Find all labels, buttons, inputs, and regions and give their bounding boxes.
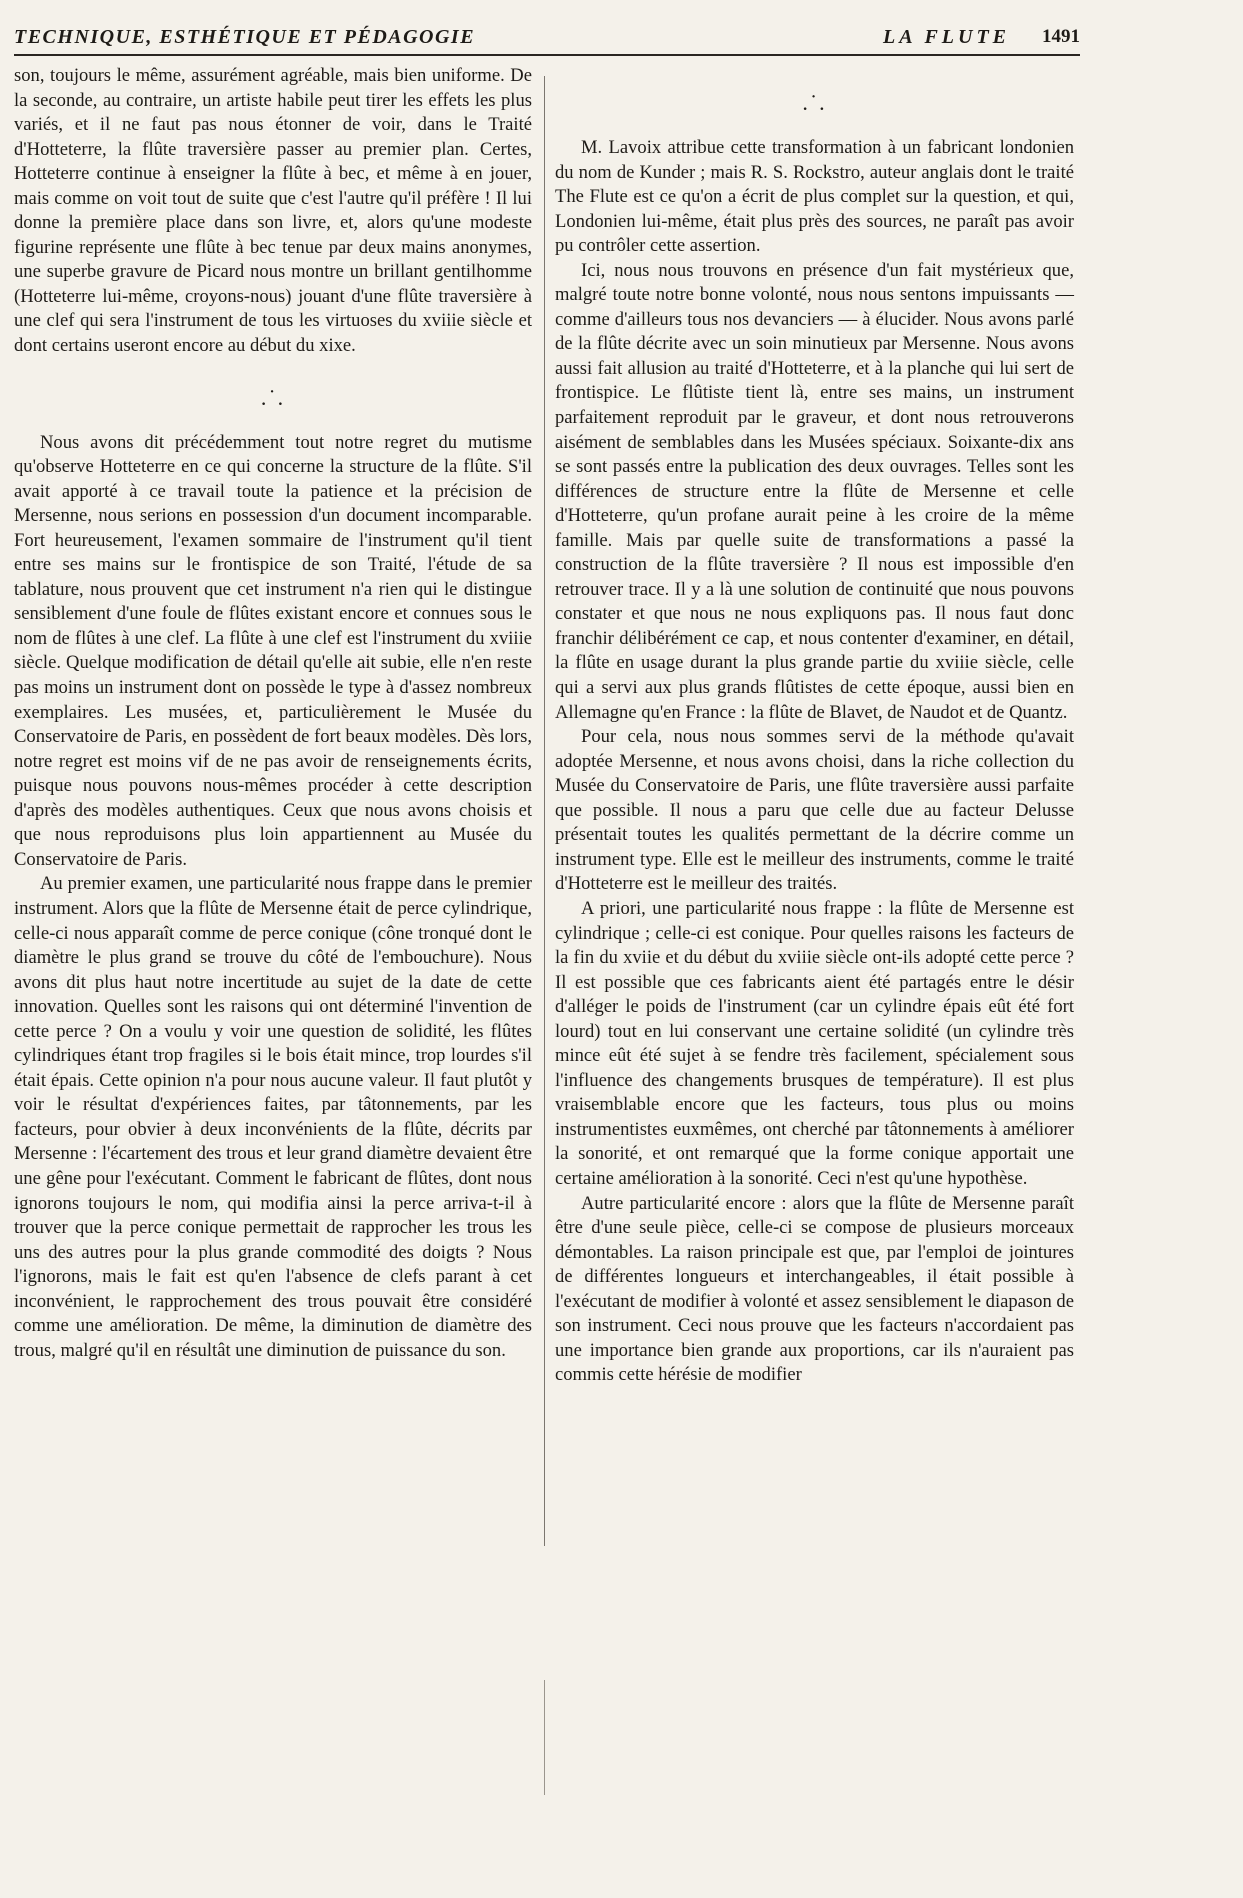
- paragraph: M. Lavoix attribue cette transformation à un fabricant londonien du nom de Kunder ; mais R. S. Rockstro, auteur anglais dont le traité The Flute est ce qu'on a écrit de plus complet sur la question, et qui, Londonien lui-même, était plus près des sources, ne paraît pas avoir pu contrôler cette assertion.: [555, 137, 1074, 257]
- paragraph: Nous avons dit précédemment tout notre regret du mutisme qu'observe Hotteterre en ce qui concerne la structure de la flûte. S'il avait apporté à ce travail toute la patience et la précision de Mersenne, nous serions en possession d'un document incomparable. Fort heureusement, l'examen sommaire de l'instrument qu'il tient entre ses mains sur le frontispice de son Traité, l'étude de sa tablature, nous prouvent que cet instrument n'a rien qui le distingue sensiblement d'une foule de flûtes existant encore et connues sous le nom de flûtes à une clef. La flûte à une clef est l'instrument du xviiie siècle. Quelque modification de détail qu'elle ait subie, elle n'en reste pas moins un instrument dont on possède le type à d'assez nombreux exemplaires. Les musées, et, particulièrement le Musée du Conservatoire de Paris, en possèdent de fort beaux modèles. Dès lors, notre regret est moins vif de ne pas avoir de renseignements écrits, puisque nous pouvons nous-mêmes procéder à cette description d'après des modèles authentiques. Ceux que nous avons choisis et que nous reproduisons plus loin appartiennent au Musée du Conservatoire de Paris.: [14, 431, 532, 870]
- right-column: [555, 64, 1074, 1388]
- paragraph: Autre particularité encore : alors que la flûte de Mersenne paraît être d'une seule pièce, celle-ci se compose de plusieurs morceaux démontables. La raison principale est que, par l'emploi de jointures de différentes longueurs et interchangeables, il était possible à l'exécutant de modifier à volonté et assez sensiblement le diapason de son instrument. Ceci nous prouve que les facteurs n'accordaient pas une importance bien grande aux proportions, car ils n'auraient pas commis cette hérésie de modifier: [555, 1192, 1074, 1386]
- section-separator: .˙.: [802, 90, 827, 115]
- page-number: 1491: [1042, 26, 1080, 47]
- column-divider: [544, 76, 545, 1546]
- header-chapter-title: LA FLUTE: [882, 26, 1010, 48]
- column-divider-lower: [544, 1680, 545, 1795]
- paragraph: A priori, une particularité nous frappe : la flûte de Mersenne est cylindrique ; celle-ci est conique. Pour quelles raisons les facteurs de la fin du xviie et du début du xviiie siècle ont-ils adopté cette perce ? Il est possible que ces fabricants aient été partagés entre le désir d'alléger le poids de l'instrument (car un cylindre épais eût été fort lourd) tout en lui conservant une certaine solidité (un cylindre très mince eût été sujet à se fendre très facilement, spécialement sous l'influence des changements brusques de température). Il est plus vraisemblable encore que les facteurs, tous plus ou moins instrumentistes euxmêmes, ont cherché par tâtonnements à améliorer la sonorité, et ont remarqué que la forme conique apportait une certaine amélioration à la sonorité. Ceci n'est qu'une hypothèse.: [555, 897, 1074, 1189]
- paragraph: Pour cela, nous nous sommes servi de la méthode qu'avait adoptée Mersenne, et nous avons choisi, dans la riche collection du Musée du Conservatoire de Paris, une flûte traversière aussi parfaite que possible. Il nous a paru que celle due au facteur Delusse présentait toutes les qualités permettant de la décrire comme un instrument type. Elle est le meilleur des instruments, comme le traité d'Hotteterre est le meilleur des traités.: [555, 726, 1074, 895]
- section-separator: .˙.: [260, 384, 286, 410]
- paragraph-continuation: son, toujours le même, assurément agréable, mais bien uniforme. De la seconde, au contraire, un artiste habile peut tirer les effets les plus variés, et il ne faut pas nous étonner de voir, dans le Traité d'Hotteterre, la flûte traversière passer au premier plan. Certes, Hotteterre continue à enseigner la flûte à bec, et même à en jouer, mais comme on voit tout de suite que c'est l'autre qu'il préfère ! Il lui donne la première place dans son livre, et, alors qu'une modeste figurine représente une flûte à bec tenue par deux mains anonymes, une superbe gravure de Picard nous montre un brillant gentilhomme (Hotteterre lui-même, croyons-nous) jouant d'une flûte traversière à une clef qui sera l'instrument de tous les virtuoses du xviiie siècle et dont certains useront encore au début du xixe.: [14, 65, 532, 357]
- header-section-title: TECHNIQUE, ESTHÉTIQUE ET PÉDAGOGIE: [14, 26, 476, 48]
- paragraph: Ici, nous nous trouvons en présence d'un fait mystérieux que, malgré toute notre bonne volonté, nous nous sentons impuissants — comme d'ailleurs tous nos devanciers — à élucider. Nous avons parlé de la flûte décrite avec un soin minutieux par Mersenne. Nous avons aussi fait allusion au traité d'Hotteterre, et à la planche qui lui sert de frontispice. Le flûtiste tient là, entre ses mains, un instrument parfaitement reproduit par le graveur, et dont nous retrouverons aisément de semblables dans les Musées spéciaux. Soixante-dix ans se sont passés entre la publication des deux ouvrages. Telles sont les différences de structure entre la flûte de Mersenne et celle d'Hotteterre, qu'un profane aurait peine à les croire de la même famille. Mais par quelle suite de transformations a passé la construction de la flûte traversière ? Il nous est impossible d'en retrouver trace. Il y a là une solution de continuité que nous pouvons constater et que nous ne nous expliquons pas. Il nous faut donc franchir délibérément ce cap, et nous contenter d'examiner, en détail, la flûte en usage durant la plus grande partie du xviiie siècle, celle qui a servi aux plus grands flûtistes de cette époque, aussi bien en Allemagne qu'en France : la flûte de Blavet, de Naudot et de Quantz.: [555, 259, 1074, 723]
- paragraph: Au premier examen, une particularité nous frappe dans le premier instrument. Alors que la flûte de Mersenne était de perce cylindrique, celle-ci nous apparaît comme de perce conique (cône tronqué dont le diamètre le plus grand se trouve du côté de l'embouchure). Nous avons dit plus haut notre incertitude au sujet de la date de cette innovation. Quelles sont les raisons qui ont déterminé l'invention de cette perce ? On a voulu y voir une question de solidité, les flûtes cylindriques étant trop fragiles si le bois était mince, trop lourdes s'il était épais. Cette opinion n'a pour nous aucune valeur. Il faut plutôt y voir le résultat d'expériences faites, par tâtonnements, par les facteurs, pour obvier à deux inconvénients de la flûte, décrits par Mersenne : l'écartement des trous et leur grand diamètre devaient être une gêne pour l'exécutant. Comment le fabricant de flûtes, dont nous ignorons toujours le nom, qui modifia ainsi la perce arriva-t-il à trouver que la perce conique permettait de rapprocher les trous les uns des autres pour la plus grande commodité des doigts ? Nous l'ignorons, mais le fait est qu'en l'absence de clefs parant à cet inconvénient, le rapprochement des trous pouvait être considéré comme une amélioration. De même, la diminution de diamètre des trous, malgré qu'il en résultât une diminution de puissance du son.: [14, 873, 532, 1361]
- left-column: [14, 64, 532, 1363]
- running-header: [14, 24, 1080, 56]
